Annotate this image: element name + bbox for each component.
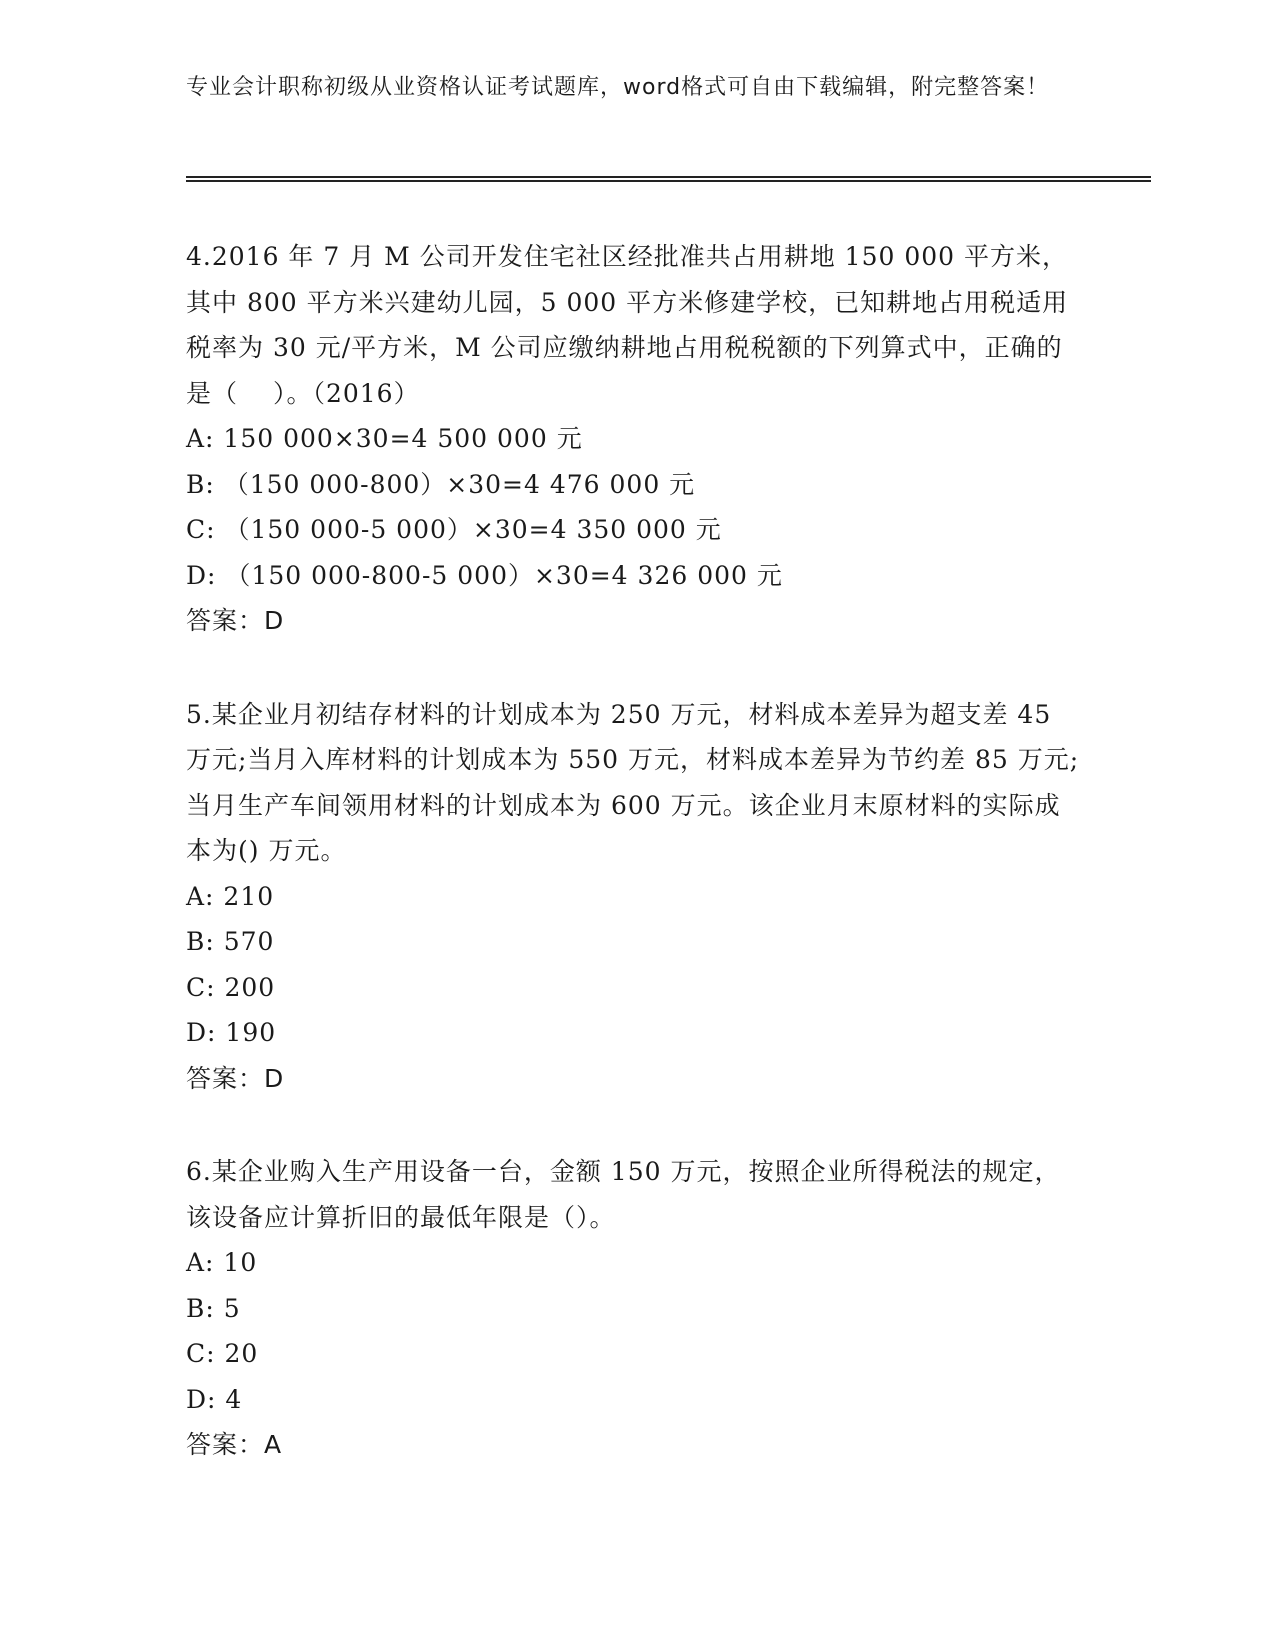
option-d: D: 4 bbox=[186, 1384, 243, 1414]
question-5 bbox=[186, 692, 1086, 1102]
option-b: B: 5 bbox=[186, 1293, 241, 1323]
option-c: C: 20 bbox=[186, 1339, 259, 1368]
option-c: C: 200 bbox=[186, 972, 276, 1002]
option-a: A: 150 000×30=4 500 000 元 bbox=[186, 424, 583, 453]
question-list bbox=[186, 234, 1086, 1516]
option-d: D: 190 bbox=[186, 1018, 277, 1047]
answer-line: 答案：D bbox=[186, 1063, 285, 1093]
header-divider bbox=[186, 176, 1151, 182]
question-6 bbox=[186, 1149, 1086, 1468]
answer-line: 答案：D bbox=[186, 606, 285, 635]
document-header: 专业会计职称初级从业资格认证考试题库，word格式可自由下载编辑，附完整答案！ bbox=[186, 75, 1050, 100]
option-d: D: （150 000-800-5 000）×30=4 326 000 元 bbox=[186, 560, 783, 590]
question-4 bbox=[186, 234, 1086, 644]
question-text: 5.某企业月初结存材料的计划成本为 250 万元，材料成本差异为超支差 45 万元;当月入库材料的计划成本为 550 万元，材料成本差异为节约差 85 万元;当月生产车间领用材料的计划成本为 600 万元。该企业月末原材料的实际成本为() 万元。 bbox=[186, 699, 1080, 865]
question-text: 4.2016 年 7 月 M 公司开发住宅社区经批准共占用耕地 150 000 平方米，其中 800 平方米兴建幼儿园，5 000 平方米修建学校，已知耕地占用税适用税率为 30 元/平方米，M 公司应缴纳耕地占用税税额的下列算式中，正确的是（ ）。（2016） bbox=[186, 242, 1069, 408]
option-a: A: 210 bbox=[186, 881, 275, 911]
option-b: B: 570 bbox=[186, 927, 275, 956]
answer-line: 答案：A bbox=[186, 1430, 283, 1459]
option-c: C: （150 000-5 000）×30=4 350 000 元 bbox=[186, 515, 722, 544]
question-text: 6.某企业购入生产用设备一台，金额 150 万元，按照企业所得税法的规定，该设备应计算折旧的最低年限是（）。 bbox=[186, 1157, 1061, 1232]
option-a: A: 10 bbox=[186, 1248, 258, 1277]
option-b: B: （150 000-800）×30=4 476 000 元 bbox=[186, 469, 696, 499]
